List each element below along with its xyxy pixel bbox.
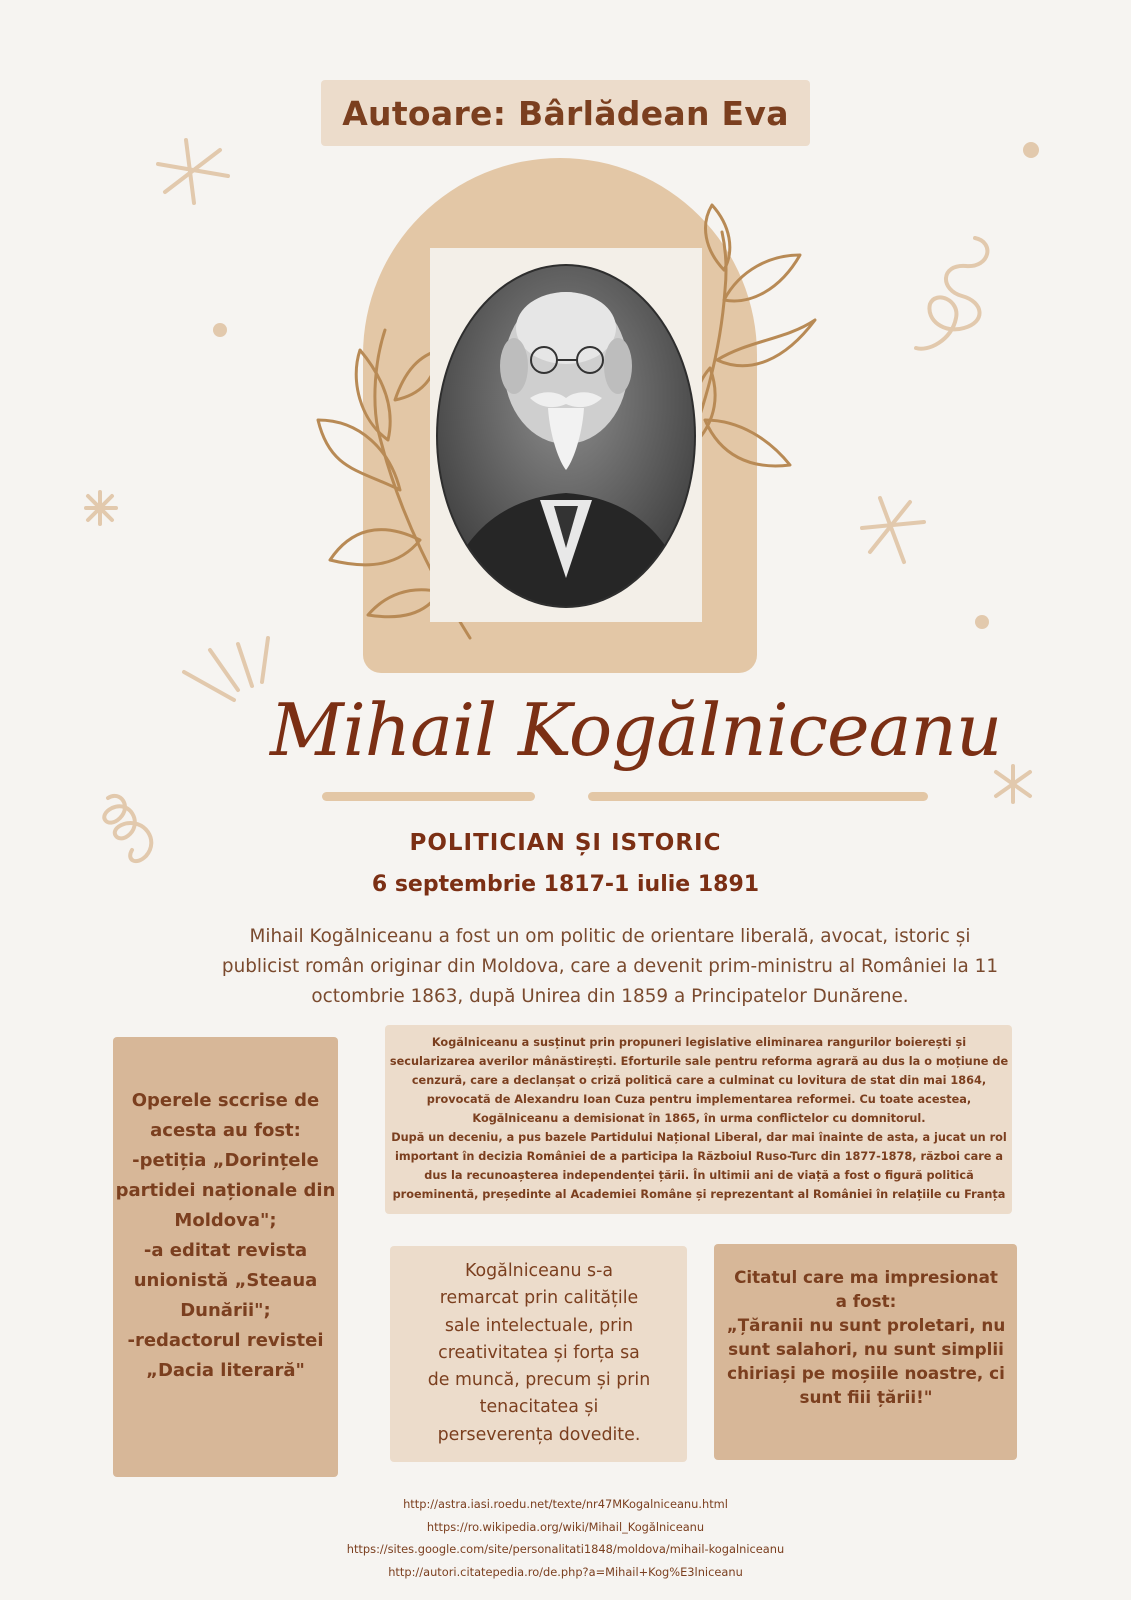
life-dates: 6 septembrie 1817-1 iulie 1891 <box>371 872 760 897</box>
subtitle: POLITICIAN ȘI ISTORIC <box>409 830 722 856</box>
qualities-text: Kogălniceanu s-a remarcat prin calitățile sale intelectuale, prin creativitatea și forța sa de muncă, precum și prin tenacitatea și perseverența dovedite. <box>427 1261 651 1445</box>
source-link[interactable]: http://astra.iasi.roedu.net/texte/nr47MKogalniceanu.html <box>403 1497 728 1511</box>
sources-list <box>0 1493 1131 1583</box>
source-link[interactable]: https://ro.wikipedia.org/wiki/Mihail_Kogălniceanu <box>426 1519 705 1534</box>
portrait-image <box>430 248 702 622</box>
biography-paragraph: După un deceniu, a pus bazele Partidului Național Liberal, dar mai înainte de asta, a jucat un rol important în decizia României de a participa la Războiul Ruso-Turc din 1877-1878, război care a dus la recunoașterea independenței țării. În ultimii ani de viață a fost o figură politică proeminentă, președinte al Academiei Române și reprezentant al României în relațiile cu Franța <box>391 1131 1007 1201</box>
biography-text <box>388 1033 1010 1204</box>
source-link[interactable]: http://autori.citatepedia.ro/de.php?a=Mihail+Kog%E3lniceanu <box>388 1564 743 1579</box>
title-underline <box>322 792 535 801</box>
quote-text: Citatul care ma impresionat a fost: „Țăranii nu sunt proletari, nu sunt salahori, nu sunt simplii chiriași pe moșiile noastre, ci sunt fiii țării!" <box>726 1267 1006 1407</box>
intro-paragraph: Mihail Kogălniceanu a fost un om politic de orientare liberală, avocat, istoric și publicist român originar din Moldova, care a devenit prim-ministru al României la 11 octombrie 1863, după Unirea din 1859 a Principatelor Dunărene. <box>221 926 999 1007</box>
source-link[interactable]: https://sites.google.com/site/personalitati1848/moldova/mihail-kogalniceanu <box>346 1542 785 1556</box>
biography-paragraph: Kogălniceanu a susținut prin propuneri legislative eliminarea rangurilor boierești și secularizarea averilor mânăstirești. Eforturile sale pentru reforma agrară au dus la o moțiune de cenzură, care a declanșat o criză politică care a culminat cu lovitura de stat din mai 1864, provocată de Alexandru Ioan Cuza pentru implementarea reformei. Cu toate acestea, Kogălniceanu a demisionat în 1865, în urma conflictelor cu domnitorul. <box>389 1036 1009 1125</box>
author-name: Autoare: Bârlădean Eva <box>342 93 789 133</box>
title-underline <box>588 792 928 801</box>
works-text: Operele sccrise de acesta au fost: -petiția „Dorințele partidei naționale din Moldova"; -a editat revista unionistă „Steaua Dunării"; -redactorul revistei „Dacia literară" <box>115 1090 336 1381</box>
page-title: Mihail Kogălniceanu <box>270 688 1002 772</box>
